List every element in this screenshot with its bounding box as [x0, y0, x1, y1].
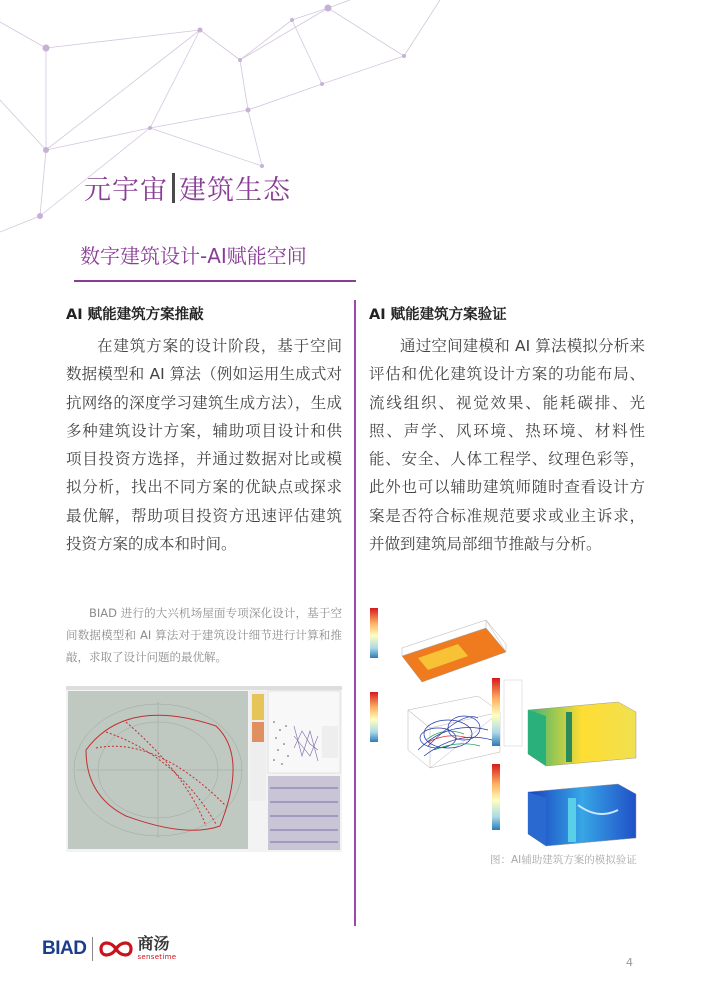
right-column	[369, 302, 645, 558]
sensetime-logo-chinese: 商汤	[137, 934, 170, 953]
title-part1: 元宇宙	[84, 175, 168, 206]
right-section-heading: AI 赋能建筑方案验证	[369, 307, 507, 323]
left-column	[66, 302, 342, 558]
simulation-verification-figure	[368, 600, 642, 848]
section-subtitle: 数字建筑设计-AI赋能空间	[80, 244, 307, 268]
sensetime-logo-english: sensetime	[137, 953, 177, 961]
sensetime-logo-icon	[99, 939, 133, 959]
title-part2: 建筑生态	[179, 175, 291, 206]
page-title	[84, 168, 291, 207]
title-separator	[172, 173, 175, 203]
left-body-text: 在建筑方案的设计阶段，基于空间数据模型和 AI 算法（例如运用生成式对抗网络的深度学习建筑生成方法），生成多种建筑设计方案，辅助项目设计和供项目投资方选择，并通过数据对比或模拟分析，找出不同方案的优缺点或探求最优解，帮助项目投资方迅速评估建筑投资方案的成本和时间。	[66, 337, 342, 554]
right-body-text: 通过空间建模和 AI 算法模拟分析来评估和优化建筑设计方案的功能布局、流线组织、视觉效果、能耗碳排、光照、声学、风环境、热环境、材料性能、安全、人体工程学、纹理色彩等，此外也可以辅助建筑师随时查看设计方案是否符合标准规范要求或业主诉求，并做到建筑局部细节推敲与分析。	[369, 337, 645, 554]
left-figure-caption: BIAD 进行的大兴机场屋面专项深化设计，基于空间数据模型和 AI 算法对于建筑设计细节进行计算和推敲，求取了设计问题的最优解。	[66, 606, 342, 664]
footer-logos	[42, 936, 176, 961]
network-background-graphic	[0, 0, 710, 260]
right-figure-caption: 图：AI辅助建筑方案的模拟验证	[490, 854, 637, 866]
biad-logo: BIAD	[42, 937, 87, 959]
column-divider	[354, 300, 356, 926]
subtitle-underline	[74, 280, 356, 282]
page-number: 4	[626, 956, 633, 969]
logo-separator	[92, 937, 93, 961]
left-section-heading: AI 赋能建筑方案推敲	[66, 307, 204, 323]
airport-roof-design-figure	[66, 686, 342, 852]
